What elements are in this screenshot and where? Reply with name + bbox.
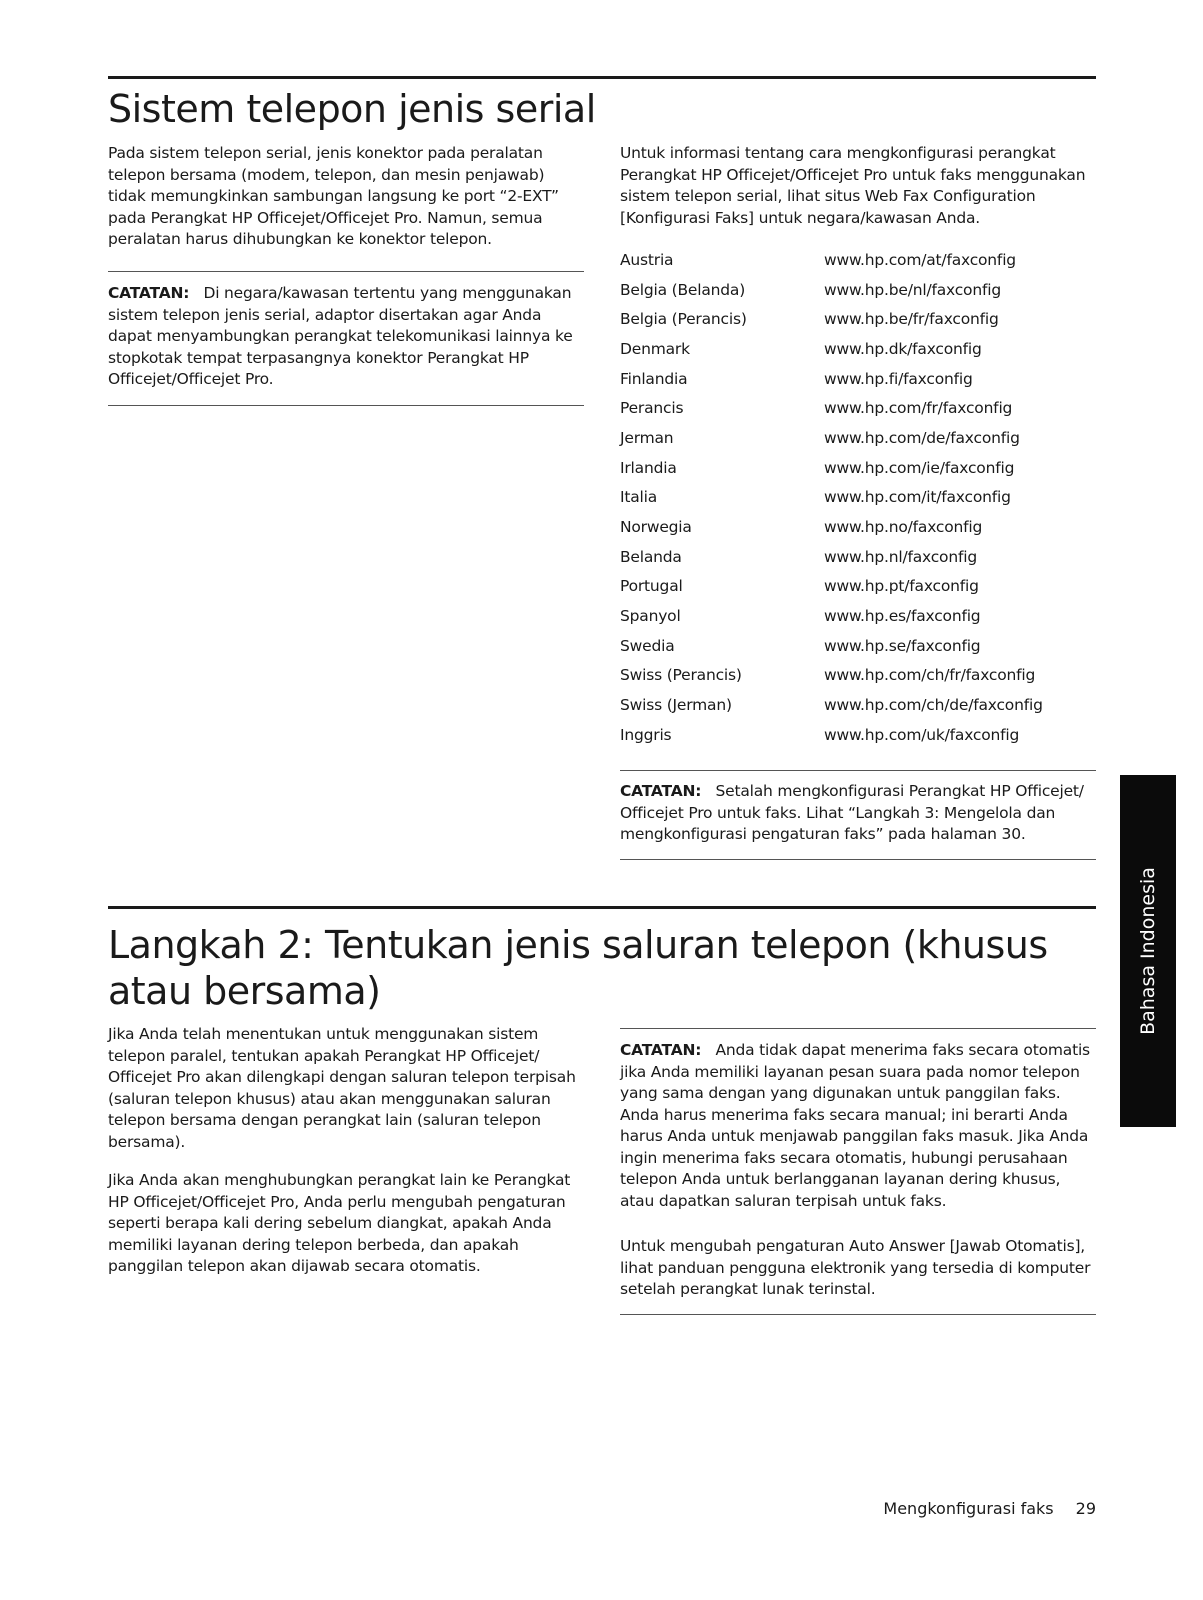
fax-config-url[interactable]: www.hp.com/fr/faxconfig	[824, 399, 1013, 418]
section2-top-rule	[108, 906, 1096, 909]
country-name: Belanda	[620, 547, 682, 566]
fax-config-url[interactable]: www.hp.dk/faxconfig	[824, 339, 982, 358]
fax-config-row	[620, 364, 1043, 394]
section1-top-rule	[108, 76, 1096, 79]
note2-bottom-rule	[620, 859, 1096, 860]
page-footer	[883, 1499, 1096, 1518]
fax-config-row	[620, 631, 1043, 661]
country-name: Belgia (Perancis)	[620, 310, 747, 329]
country-name: Italia	[620, 488, 658, 507]
fax-config-row	[620, 512, 1043, 542]
country-name: Jerman	[620, 428, 674, 447]
fax-config-url[interactable]: www.hp.be/nl/faxconfig	[824, 280, 1001, 299]
fax-config-url[interactable]: www.hp.no/faxconfig	[824, 518, 983, 537]
fax-config-url[interactable]: www.hp.nl/faxconfig	[824, 547, 977, 566]
fax-config-row	[620, 690, 1043, 720]
fax-config-url[interactable]: www.hp.com/ie/faxconfig	[824, 458, 1015, 477]
section2-para1: Jika Anda telah menentukan untuk menggunakan sistem telepon paralel, tentukan apakah Perangkat HP Officejet/ Officejet Pro akan dilengkapi dengan saluran telepon terpisah (saluran telepon khusus) atau akan menggunakan saluran telepon bersama dengan perangkat lain (saluran telepon bersama).	[108, 1025, 576, 1151]
section1-title: Sistem telepon jenis serial	[108, 87, 596, 131]
section2-title: Langkah 2: Tentukan jenis saluran telepon (khusus atau bersama)	[108, 923, 1048, 1013]
fax-config-url[interactable]: www.hp.pt/faxconfig	[824, 577, 979, 596]
country-name: Belgia (Belanda)	[620, 280, 746, 299]
fax-config-table	[620, 245, 1043, 750]
page-number: 29	[1075, 1499, 1096, 1518]
country-name: Denmark	[620, 339, 690, 358]
note1	[108, 283, 582, 391]
auto-answer-note: Untuk mengubah pengaturan Auto Answer [Jawab Otomatis], lihat panduan pengguna elektronik yang tersedia di komputer setelah perangkat lunak terinstal.	[620, 1237, 1091, 1298]
fax-config-intro: Untuk informasi tentang cara mengkonfigurasi perangkat Perangkat HP Officejet/Officejet Pro untuk faks menggunakan sistem telepon serial, lihat situs Web Fax Configuration [Konfigurasi Faks] untuk negara/kawasan Anda.	[620, 144, 1086, 227]
section2-para2: Jika Anda akan menghubungkan perangkat lain ke Perangkat HP Officejet/Officejet Pro, Anda perlu mengubah pengaturan seperti berapa kali dering sebelum diangkat, apakah Anda memiliki layanan dering telepon berbeda, dan apakah panggilan telepon akan dijawab secara otomatis.	[108, 1171, 571, 1275]
country-name: Austria	[620, 250, 674, 269]
country-name: Swiss (Perancis)	[620, 666, 742, 685]
fax-config-url[interactable]: www.hp.be/fr/faxconfig	[824, 310, 999, 329]
note3-bottom-rule	[620, 1314, 1096, 1315]
note2	[620, 781, 1096, 846]
fax-config-row	[620, 453, 1043, 483]
fax-config-row	[620, 245, 1043, 275]
fax-config-row	[620, 393, 1043, 423]
fax-config-row	[620, 720, 1043, 750]
note1-text: Di negara/kawasan tertentu yang menggunakan sistem telepon jenis serial, adaptor disertakan agar Anda dapat menyambungkan perangkat telekomunikasi lainnya ke stopkotak tempat terpasangnya konektor Perangkat HP Officejet/Officejet Pro.	[108, 284, 573, 388]
fax-config-row	[620, 483, 1043, 513]
footer-section-name: Mengkonfigurasi faks	[883, 1499, 1054, 1518]
fax-config-row	[620, 572, 1043, 602]
note2-label: CATATAN:	[620, 782, 702, 800]
country-name: Norwegia	[620, 518, 692, 537]
note3	[620, 1040, 1096, 1212]
note3-top-rule	[620, 1028, 1096, 1029]
fax-config-row	[620, 275, 1043, 305]
fax-config-url[interactable]: www.hp.com/de/faxconfig	[824, 428, 1020, 447]
fax-config-url[interactable]: www.hp.com/at/faxconfig	[824, 250, 1016, 269]
fax-config-row	[620, 601, 1043, 631]
note1-bottom-rule	[108, 405, 584, 406]
country-name: Spanyol	[620, 607, 681, 626]
fax-config-url[interactable]: www.hp.com/ch/de/faxconfig	[824, 696, 1043, 715]
fax-config-row	[620, 542, 1043, 572]
country-name: Perancis	[620, 399, 684, 418]
section1-intro: Pada sistem telepon serial, jenis konektor pada peralatan telepon bersama (modem, telepon, dan mesin penjawab) tidak memungkinkan sambungan langsung ke port “2-EXT” pada Perangkat HP Officejet/Officejet Pro. Namun, semua peralatan harus dihubungkan ke konektor telepon.	[108, 144, 559, 248]
country-name: Portugal	[620, 577, 683, 596]
fax-config-url[interactable]: www.hp.com/ch/fr/faxconfig	[824, 666, 1036, 685]
fax-config-url[interactable]: www.hp.fi/faxconfig	[824, 369, 973, 388]
note1-label: CATATAN:	[108, 284, 190, 302]
language-side-tab-label: Bahasa Indonesia	[1137, 867, 1160, 1035]
note1-top-rule	[108, 271, 584, 272]
country-name: Swedia	[620, 636, 675, 655]
fax-config-url[interactable]: www.hp.com/it/faxconfig	[824, 488, 1011, 507]
language-side-tab	[1120, 775, 1176, 1127]
country-name: Irlandia	[620, 458, 677, 477]
note3-label: CATATAN:	[620, 1041, 702, 1059]
fax-config-url[interactable]: www.hp.com/uk/faxconfig	[824, 725, 1020, 744]
fax-config-row	[620, 304, 1043, 334]
note3-text: Anda tidak dapat menerima faks secara otomatis jika Anda memiliki layanan pesan suara pada nomor telepon yang sama dengan yang digunakan untuk panggilan faks. Anda harus menerima faks secara manual; ini berarti Anda harus Anda untuk menjawab panggilan faks masuk. Jika Anda ingin menerima faks secara otomatis, hubungi perusahaan telepon Anda untuk berlangganan layanan dering khusus, atau dapatkan saluran terpisah untuk faks.	[620, 1041, 1090, 1210]
fax-config-row	[620, 334, 1043, 364]
fax-config-row	[620, 423, 1043, 453]
note2-top-rule	[620, 770, 1096, 771]
note2-text: Setalah mengkonfigurasi Perangkat HP Officejet/ Officejet Pro untuk faks. Lihat “Langkah 3: Mengelola dan mengkonfigurasi pengaturan faks” pada halaman 30.	[620, 782, 1084, 843]
fax-config-url[interactable]: www.hp.se/faxconfig	[824, 636, 981, 655]
country-name: Inggris	[620, 725, 672, 744]
country-name: Finlandia	[620, 369, 688, 388]
fax-config-row	[620, 661, 1043, 691]
country-name: Swiss (Jerman)	[620, 696, 732, 715]
fax-config-url[interactable]: www.hp.es/faxconfig	[824, 607, 981, 626]
